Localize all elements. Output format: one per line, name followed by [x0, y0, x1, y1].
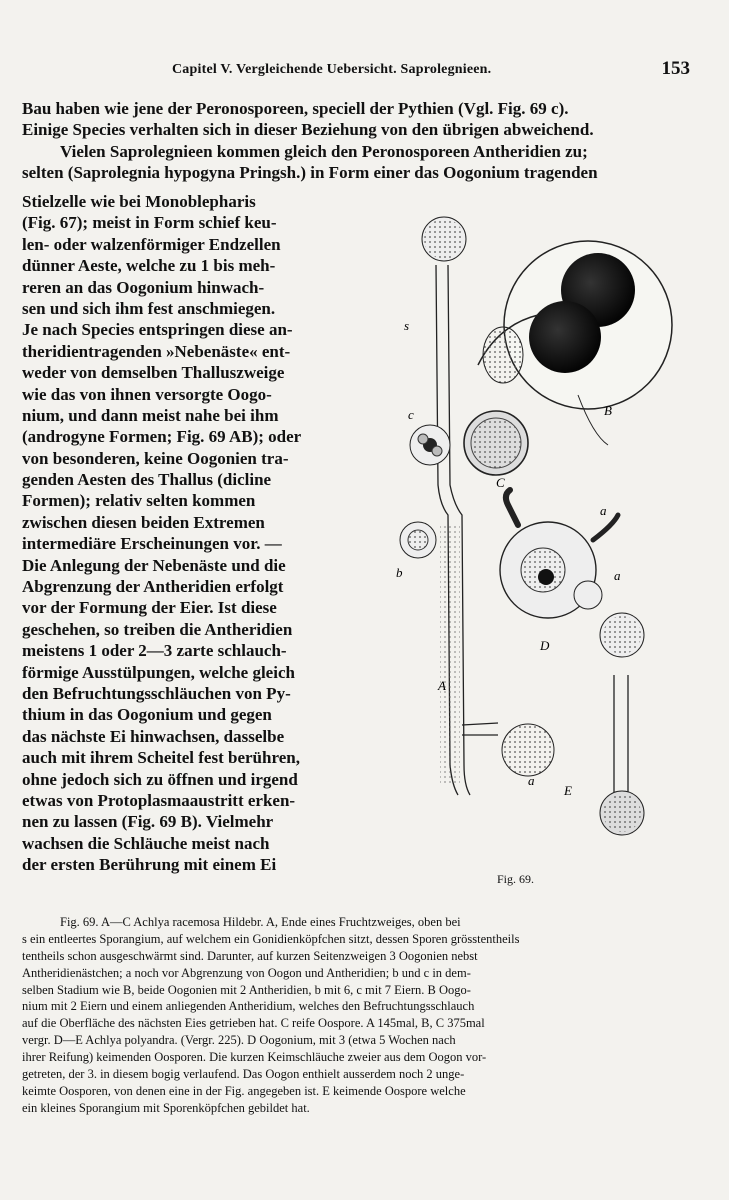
body-line: auch mit ihrem Scheitel fest berühren, [22, 748, 300, 768]
body-column-text [22, 191, 347, 876]
body-line: Einige Species verhalten sich in dieser Beziehung von den übrigen abweichend. [22, 120, 594, 140]
body-line: das nächste Ei hinwachsen, dasselbe [22, 726, 285, 746]
caption-line: selben Stadium wie B, beide Oogonien mit 2 Antheridien, b mit 6, c mit 7 Eiern. B Oogo- [22, 982, 471, 997]
body-line: selten (Saprolegnia hypogyna Pringsh.) in Form einer das Oogonium tragenden [22, 163, 598, 183]
figure-69-illustration [378, 205, 698, 895]
body-line: ohne jedoch sich zu öffnen und irgend [22, 769, 298, 789]
body-line: Je nach Species entspringen diese an- [22, 320, 293, 340]
running-title: Capitel V. Vergleichende Uebersicht. Saprolegnieen. [172, 62, 492, 77]
figure-label: a [528, 773, 535, 788]
figure-caption [22, 914, 690, 1117]
specimen-a-oogonium [502, 724, 554, 776]
body-line: Die Anlegung der Nebenäste und die [22, 555, 286, 575]
body-line: genden Aesten des Thallus (dicline [22, 470, 272, 490]
body-line: von besonderen, keine Oogonien tra- [22, 448, 289, 468]
body-line: zwischen diesen beiden Extremen [22, 512, 265, 532]
page-number: 153 [661, 58, 690, 79]
body-line: förmige Ausstülpungen, welche gleich [22, 662, 295, 682]
body-line: vor der Formung der Eier. Ist diese [22, 598, 277, 618]
caption-line: nium mit 2 Eiern und einem anliegenden Antheridium, welches den Befruchtungsschlauch [22, 999, 475, 1014]
body-line: Formen); relativ selten kommen [22, 491, 256, 511]
figure-label: A [438, 678, 446, 693]
body-line: intermediäre Erscheinungen vor. — [22, 534, 282, 554]
figure-label: c [408, 407, 414, 422]
body-line: den Befruchtungsschläuchen von Py- [22, 683, 291, 703]
caption-line: tentheils schon ausgeschwärmt sind. Darunter, auf kurzen Seitenzweigen 3 Oogonien nebst [22, 948, 478, 963]
body-line: etwas von Protoplasmaaustritt erken- [22, 790, 296, 810]
body-line: len- oder walzenförmiger Endzellen [22, 234, 281, 254]
body-line: nen zu lassen (Fig. 69 B). Vielmehr [22, 812, 274, 832]
caption-line: getreten, der 3. in diesem bogig verlaufend. Das Oogon enthielt ausserdem noch 2 unge- [22, 1067, 465, 1082]
caption-line: ihrer Reifung) keimenden Oosporen. Die kurzen Keimschläuche zweier aus dem Oogon vor- [22, 1050, 487, 1065]
body-line: (Fig. 67); meist in Form schief keu- [22, 213, 277, 233]
body-line: sen und sich ihm fest anschmiegen. [22, 298, 276, 318]
figure-label: a [614, 568, 621, 583]
body-line: meistens 1 oder 2—3 zarte schlauch- [22, 641, 287, 661]
caption-line: Fig. 69. A—C Achlya racemosa Hildebr. A, Ende eines Fruchtzweiges, oben bei [60, 915, 461, 929]
body-line: nium, und dann meist nahe bei ihm [22, 405, 279, 425]
caption-line: ein kleines Sporangium mit Sporenköpfchen gebildet hat. [22, 1100, 310, 1115]
figure-label: B [604, 403, 612, 418]
body-line: wie das von ihnen versorgte Oogo- [22, 384, 272, 404]
figure-label: b [396, 565, 403, 580]
figure-label: E [564, 783, 572, 798]
specimen-b-oogonium [400, 522, 436, 558]
specimen-E-oospore [600, 613, 644, 835]
body-line: thium in das Oogonium und gegen [22, 705, 272, 725]
caption-line: keimte Oosporen, von denen eine in der Fig. angegeben ist. E keimende Oospore welche [22, 1083, 466, 1098]
page-header [22, 58, 690, 86]
body-line: Abgrenzung der Antheridien erfolgt [22, 577, 284, 597]
caption-line: s ein entleertes Sporangium, auf welchem ein Gonidienköpfchen sitzt, dessen Sporen grösstentheils [22, 931, 520, 946]
figure-label-main: Fig. 69. [497, 872, 535, 886]
body-line: wachsen die Schläuche meist nach [22, 833, 270, 853]
body-line: Vielen Saprolegnieen kommen gleich den Peronosporeen Antheridien zu; [60, 141, 588, 161]
body-line: dünner Aeste, welche zu 1 bis meh- [22, 256, 276, 276]
body-line: Bau haben wie jene der Peronosporeen, speciell der Pythien (Vgl. Fig. 69 c). [22, 99, 569, 118]
body-line: theridientragenden »Nebenäste« ent- [22, 341, 291, 361]
figure-label: D [540, 638, 550, 653]
body-line: weder von demselben Thalluszweige [22, 363, 285, 383]
body-line: Stielzelle wie bei Monoblepharis [22, 192, 256, 211]
specimen-c-oogonium [410, 425, 450, 465]
figure-label: s [404, 318, 410, 333]
figure-label: C [496, 475, 505, 490]
body-line: reren an das Oogonium hinwach- [22, 277, 265, 297]
sporangium-head [422, 217, 466, 261]
body-full-width-text [22, 98, 690, 184]
specimen-C-oospore [464, 411, 528, 475]
body-line: (androgyne Formen; Fig. 69 AB); oder [22, 427, 302, 447]
caption-line: auf die Oberfläche des nächsten Eies getrieben hat. C reife Oospore. A 145mal, B, C 375mal [22, 1016, 485, 1031]
figure-label: a [600, 503, 607, 518]
body-line: geschehen, so treiben die Antheridien [22, 619, 293, 639]
caption-line: Antheridienästchen; a noch vor Abgrenzung von Oogon und Antheridien; b und c in dem- [22, 965, 471, 980]
caption-line: vergr. D—E Achlya polyandra. (Vergr. 225). D Oogonium, mit 3 (etwa 5 Wochen nach [22, 1033, 456, 1048]
body-line: der ersten Berührung mit einem Ei [22, 855, 277, 875]
